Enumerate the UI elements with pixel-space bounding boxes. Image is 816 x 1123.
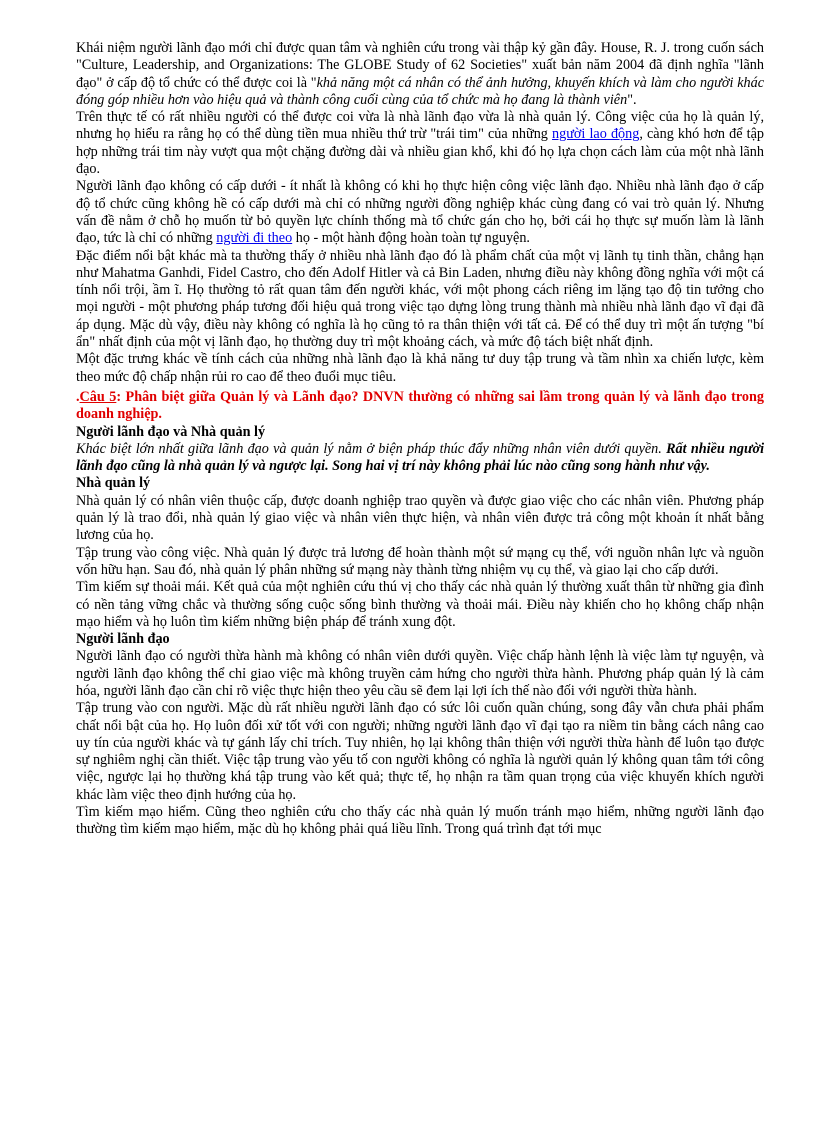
leader-paragraph-2: Tập trung vào con người. Mặc dù rất nhiều người lãnh đạo có sức lôi cuốn quần chúng, song đây vẫn chưa phải phẩm chất nổi bật của họ. Họ luôn đối xử tốt với con người; những người lãnh đạo vĩ đại tạo ra niềm tin bằng cách nâng cao uy tín của người khác và tự gánh lấy chỉ trích. Tuy nhiên, họ lại không thân thiện với người thừa hành để luôn tạo được sự nghiêm nghị cần thiết. Việc tập trung vào yếu tố con người không có nghĩa là người quản lý không quan tâm tới công việc, ngược lại họ thường khá tập trung vào kết quả; thực tế, họ nhận ra tầm quan trọng của việc khuyến khích người khác làm việc theo định hướng của họ. bbox=[76, 700, 764, 803]
paragraph-leadership-definition: Khái niệm người lãnh đạo mới chỉ được quan tâm và nghiên cứu trong vài thập kỷ gần đây. House, R. J. trong cuốn sách "Culture, Leadership, and Organizations: The GLOBE Study of 62 Societies" xuất bản năm 2004 đã định nghĩa "lãnh đạo" ở cấp độ tổ chức có thể được coi là "khả năng một cá nhân có thể ảnh hưởng, khuyến khích và làm cho người khác đóng góp nhiều hơn vào hiệu quả và thành công cuối cùng của tổ chức mà họ đang là thành viên". bbox=[76, 40, 764, 108]
paragraph-strategic-vision: Một đặc trưng khác về tính cách của những nhà lãnh đạo là khả năng tư duy tập trung và tầm nhìn xa chiến lược, kèm theo mức độ chấp nhận rủi ro cao để theo đuổi mục tiêu. bbox=[76, 351, 764, 385]
section-heading-manager: Nhà quản lý bbox=[76, 475, 151, 492]
link-nguoi-di-theo[interactable]: người đi theo bbox=[216, 230, 293, 247]
leader-paragraph-1: Người lãnh đạo có người thừa hành mà không có nhân viên dưới quyền. Việc chấp hành lệnh là việc làm tự nguyện, và người lãnh đạo không thể chỉ giao việc mà không truyền cảm hứng cho người thừa hành. Phương pháp quản lý là cảm hóa, người lãnh đạo cần chỉ rõ việc thực hiện theo yêu cầu sẽ đem lại lợi ích thế nào đối với người thừa hành. bbox=[76, 648, 764, 699]
link-nguoi-lao-dong[interactable]: người lao động bbox=[552, 126, 640, 143]
question-heading: .Câu 5: Phân biệt giữa Quản lý và Lãnh đạo? DNVN thường có những sai lầm trong quản lý và lãnh đạo trong doanh nghiệp. bbox=[76, 388, 764, 423]
paragraph-spiritual-leader: Đặc điểm nổi bật khác mà ta thường thấy ở nhiều nhà lãnh đạo đó là phẩm chất của một vị lãnh tụ tinh thần, chẳng hạn như Mahatma Ganhdi, Fidel Castro, cho đến Adolf Hitler và cả Bin Laden, nhưng điều này không đồng nghĩa với một cá tính nổi trội, ầm ĩ. Họ thường tỏ rất quan tâm đến người khác, với một phong cách riêng im lặng tạo độ tin tưởng cho mọi người - một phương pháp tương đối hiệu quả trong việc tạo dựng lòng trung thành mà nhiều nhà lãnh đạo vĩ đại đã áp dụng. Mặc dù vậy, điều này không có nghĩa là họ cũng tỏ ra thân thiện với tất cả. Để có thể duy trì một ấn tượng "bí ẩn" nhất định của một vị lãnh đạo, họ thường duy trì một khoảng cách, và mức độ tách biệt nhất định. bbox=[76, 247, 764, 351]
manager-paragraph-1: Nhà quản lý có nhân viên thuộc cấp, được doanh nghiệp trao quyền và được giao việc cho các nhân viên. Phương pháp quản lý là trao đổi, nhà quản lý giao việc và nhân viên thực hiện, và nhân viên được trả công một khoản ít nhất bằng lương của họ. bbox=[76, 492, 764, 544]
paragraph-no-subordinates: Người lãnh đạo không có cấp dưới - ít nhất là không có khi họ thực hiện công việc lãnh đạo. Nhiều nhà lãnh đạo ở cấp độ tổ chức cũng không hề có cấp dưới mà chỉ có những người đồng nghiệp khác cùng đang có vai trò quản lý. Nhưng vấn đề nằm ở chỗ họ muốn từ bỏ quyền lực chính thống mà tổ chức gán cho họ, bởi cái họ thực sự muốn làm là lãnh đạo, tức là chỉ có những người đi theo họ - một hành động hoàn toàn tự nguyện. bbox=[76, 178, 764, 247]
definition-quote: khả năng một cá nhân có thể ảnh hưởng, khuyến khích và làm cho người khác đóng góp nhiều hơn vào hiệu quả và thành công cuối cùng của tổ chức mà họ đang là thành viên bbox=[76, 74, 764, 108]
paragraph-manager-and-leader: Trên thực tế có rất nhiều người có thể được coi vừa là nhà lãnh đạo vừa là nhà quản lý. Công việc của họ là quản lý, nhưng họ hiểu ra rằng họ có thể dùng tiền mua nhiều thứ trừ "trái tim" của những người lao động, càng khó hơn để tập hợp những trái tim này vượt qua một chặng đường dài và nhiều gian khổ, khi đó họ lựa chọn cách làm của một nhà lãnh đạo. bbox=[76, 109, 765, 178]
manager-paragraph-3: Tìm kiếm sự thoải mái. Kết quả của một nghiên cứu thú vị cho thấy các nhà quản lý thường xuất thân từ những gia đình có nền tảng vững chắc và thường sống cuộc sống bình thường và thoải mái. Điều này khiến cho họ không chấp nhận mạo hiểm và họ luôn tìm kiếm những biện pháp để tránh xung đột. bbox=[76, 579, 764, 630]
section-heading-leader-manager: Người lãnh đạo và Nhà quản lý bbox=[76, 423, 266, 440]
section-heading-leader: Người lãnh đạo bbox=[76, 631, 170, 648]
leader-paragraph-3: Tìm kiếm mạo hiểm. Cũng theo nghiên cứu cho thấy các nhà quản lý muốn tránh mạo hiểm, những người lãnh đạo thường tìm kiếm mạo hiểm, mặc dù họ không phải quá liều lĩnh. Trong quá trình đạt tới mục bbox=[76, 804, 764, 838]
document-page bbox=[76, 40, 764, 839]
manager-paragraph-2: Tập trung vào công việc. Nhà quản lý được trả lương để hoàn thành một sứ mạng cụ thể, với nguồn nhân lực và nguồn vốn hữu hạn. Sau đó, nhà quản lý phân những sứ mạng này thành từng nhiệm vụ cụ thể, và giao lại cho cấp dưới. bbox=[76, 544, 764, 578]
intro-paragraph: Khác biệt lớn nhất giữa lãnh đạo và quản lý nằm ở biện pháp thúc đẩy những nhân viên dưới quyền. Rất nhiều người lãnh đạo cũng là nhà quản lý và ngược lại. Song hai vị trí này không phải lúc nào cũng song hành như vậy. bbox=[76, 440, 765, 475]
